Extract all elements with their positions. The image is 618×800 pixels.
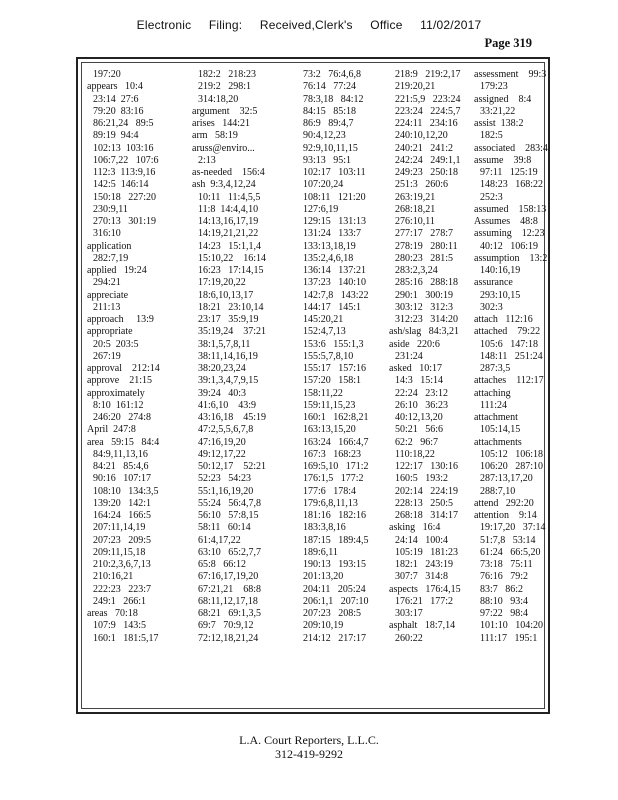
index-entry: application: [87, 240, 132, 252]
index-page-reference: 197:20: [93, 69, 121, 80]
index-page-reference: 176:1,5 177:2: [303, 473, 364, 485]
court-reporter-phone: 312-419-9292: [275, 747, 343, 761]
word-index-box: [76, 57, 550, 714]
index-entry: attend 292:20: [474, 497, 534, 509]
filing-header-received: Received,Clerk's: [259, 18, 353, 32]
index-page-reference: 84:21 85:4,6: [93, 461, 149, 472]
index-page-reference: 35:19,24 37:21: [198, 326, 267, 338]
index-page-reference: 105:12 106:18: [480, 448, 544, 460]
index-page-reference: 105:6 147:18: [480, 338, 539, 350]
index-page-reference: 137:23 140:10: [303, 277, 367, 289]
index-page-reference: 268:18,21: [395, 203, 436, 215]
index-page-reference: 122:17 130:16: [395, 461, 459, 472]
index-page-reference: 177:6 178:4: [303, 485, 357, 497]
index-entry: approximately: [87, 387, 145, 399]
index-entry: asking 16:4: [389, 522, 441, 534]
index-page-reference: 79:20 83:16: [93, 105, 144, 117]
index-entry: associated 283:4: [474, 142, 548, 154]
index-page-reference: 169:5,10 171:2: [303, 461, 369, 472]
index-page-reference: 76:16 79:2: [480, 571, 529, 583]
index-page-reference: 207:11,14,19: [93, 522, 146, 534]
index-page-reference: 189:6,11: [303, 546, 338, 558]
index-page-reference: 107:20,24: [303, 179, 344, 191]
index-entry: ash/slag 84:3,21: [389, 326, 459, 338]
index-page-reference: 158:11,22: [303, 387, 343, 399]
index-page-reference: 155:5,7,8,10: [303, 350, 354, 362]
index-page-reference: 150:18 227:20: [93, 191, 157, 203]
index-page-reference: 39:1,3,4,7,9,15: [198, 375, 259, 387]
page-number: Page 319: [484, 36, 532, 50]
index-page-reference: 307:7 314:8: [395, 571, 449, 583]
index-page-reference: 145:20,21: [303, 314, 344, 325]
index-page-reference: 47:16,19,20: [198, 436, 246, 448]
index-page-reference: 93:13 95:1: [303, 154, 352, 166]
index-page-reference: 155:17 157:16: [303, 363, 367, 374]
index-page-reference: 230:9,11: [93, 203, 128, 215]
index-page-reference: 157:20 158:1: [303, 375, 362, 387]
index-page-reference: 38:11,14,16,19: [198, 350, 258, 362]
index-page-reference: 182:5: [480, 130, 503, 142]
index-page-reference: 222:23 223:7: [93, 583, 152, 595]
index-page-reference: 14:13,16,17,19: [198, 216, 259, 227]
index-page-reference: 90:16 107:17: [93, 473, 152, 485]
index-page-reference: 218:9 219:2,17: [395, 69, 461, 80]
index-page-reference: 15:10,22 16:14: [198, 252, 267, 264]
index-entry: assumption 13:2: [474, 252, 548, 264]
index-page-reference: 84:15 85:18: [303, 105, 357, 117]
index-page-reference: 148:11 251:24: [480, 350, 543, 362]
index-page-reference: 160:1 162:8,21: [303, 412, 369, 423]
index-page-reference: 290:1 300:19: [395, 289, 454, 301]
index-page-reference: 159:11,15,23: [303, 399, 356, 411]
index-page-reference: 223:24 224:5,7: [395, 105, 461, 117]
index-page-reference: 61:4,17,22: [198, 534, 241, 546]
index-page-reference: 139:20 142:1: [93, 497, 152, 509]
index-page-reference: 86:21,24 89:5: [93, 118, 154, 129]
index-page-reference: 276:10,11: [395, 216, 435, 227]
index-page-reference: 278:19 280:11: [395, 240, 458, 252]
index-page-reference: 231:24: [395, 350, 423, 362]
index-page-reference: 97:22 98:4: [480, 608, 529, 619]
index-page-reference: 11:8 14:4,4,10: [198, 203, 259, 215]
index-page-reference: 282:7,19: [93, 252, 129, 264]
index-entry: asphalt 18:7,14: [389, 620, 456, 632]
index-column-3: [297, 69, 387, 709]
index-page-reference: 83:7 86:2: [480, 583, 524, 595]
index-page-reference: 163:24 166:4,7: [303, 436, 369, 448]
index-page-reference: 111:24: [480, 399, 508, 411]
index-page-reference: 55:24 56:4,7,8: [198, 497, 262, 509]
index-page-reference: 240:21 241:2: [395, 142, 454, 154]
page-footer: [0, 733, 618, 761]
index-page-reference: 207:23 209:5: [93, 534, 152, 546]
index-page-reference: 316:10: [93, 228, 121, 240]
index-page-reference: 204:11 205:24: [303, 583, 366, 595]
index-page-reference: 251:3 260:6: [395, 179, 449, 191]
index-page-reference: 41:6,10 43:9: [198, 399, 257, 411]
index-entry: approve 21:15: [87, 375, 152, 387]
index-page-reference: 52:23 54:23: [198, 473, 252, 485]
index-page-reference: 69:7 70:9,12: [198, 620, 254, 632]
index-page-reference: 163:13,15,20: [303, 424, 356, 436]
index-page-reference: 214:12 217:17: [303, 632, 367, 644]
index-entry: assigned 8:4: [474, 93, 532, 105]
index-entry: aruss@enviro...: [192, 142, 255, 154]
index-page-reference: 142:5 146:14: [93, 179, 149, 191]
index-page-reference: 160:5 193:2: [395, 473, 449, 485]
filing-header-date: 11/02/2017: [420, 18, 482, 32]
index-page-reference: 144:17 145:1: [303, 301, 362, 313]
index-page-reference: 51:7,8 53:14: [480, 534, 536, 546]
index-page-reference: 38:1,5,7,8,11: [198, 338, 251, 350]
index-page-reference: 263:19,21: [395, 191, 436, 203]
index-page-reference: 2:13: [198, 154, 216, 166]
index-entry: as-needed 156:4: [192, 167, 265, 178]
index-page-reference: 152:4,7,13: [303, 326, 346, 338]
index-column-1: [87, 69, 177, 709]
filing-header-filing: Filing:: [208, 18, 243, 32]
filing-header-office: Office: [370, 18, 403, 32]
index-page-reference: 140:16,19: [480, 265, 521, 276]
index-page-reference: 246:20 274:8: [93, 412, 152, 423]
index-page-reference: 55:1,16,19,20: [198, 485, 254, 497]
index-entry: assuming 12:23: [474, 228, 545, 240]
index-page-reference: 209:10,19: [303, 620, 344, 632]
index-page-reference: 219:2 298:1: [198, 81, 252, 93]
index-page-reference: 303:12 312:3: [395, 301, 454, 313]
index-page-reference: 249:23 250:18: [395, 167, 459, 178]
index-entry: attaches 112:17: [474, 375, 544, 387]
index-page-reference: 49:12,17,22: [198, 448, 246, 460]
index-column-4: [389, 69, 479, 709]
index-page-reference: 102:17 103:11: [303, 167, 366, 178]
index-page-reference: 23:14 27:6: [93, 93, 139, 105]
index-page-reference: 210:2,3,6,7,13: [93, 559, 151, 570]
index-page-reference: 252:3: [480, 191, 503, 203]
index-page-reference: 179:6,8,11,13: [303, 497, 358, 509]
index-entry: asked 10:17: [389, 363, 443, 374]
index-page-reference: 101:10 104:20: [480, 620, 544, 632]
index-page-reference: 62:2 96:7: [395, 436, 439, 448]
index-page-reference: 294:21: [93, 277, 121, 289]
index-page-reference: 89:19 94:4: [93, 130, 139, 142]
index-page-reference: 221:5,9 223:24: [395, 93, 461, 105]
index-page-reference: 187:15 189:4,5: [303, 534, 369, 546]
index-entry: areas 70:18: [87, 608, 138, 619]
index-page-reference: 107:9 143:5: [93, 620, 147, 632]
index-page-reference: 61:24 66:5,20: [480, 546, 541, 558]
index-entry: area 59:15 84:4: [87, 436, 160, 448]
index-entry: appreciate: [87, 289, 129, 301]
index-page-reference: 224:11 234:16: [395, 118, 458, 129]
court-reporter-name: L.A. Court Reporters, L.L.C.: [239, 733, 379, 747]
index-page-reference: 182:1 243:19: [395, 559, 454, 570]
index-page-reference: 65:8 66:12: [198, 559, 247, 570]
index-page-reference: 18:6,10,13,17: [198, 289, 254, 301]
index-page-reference: 105:19 181:23: [395, 546, 459, 558]
index-page-reference: 242:24 249:1,1: [395, 154, 461, 166]
index-page-reference: 260:22: [395, 632, 423, 644]
index-entry: attention 9:14: [474, 510, 537, 521]
index-page-reference: 267:19: [93, 350, 121, 362]
index-page-reference: 14:3 15:14: [395, 375, 444, 387]
index-page-reference: 105:14,15: [480, 424, 521, 436]
index-page-reference: 288:7,10: [480, 485, 516, 497]
index-page-reference: 133:13,18,19: [303, 240, 356, 252]
index-page-reference: 67:16,17,19,20: [198, 571, 259, 583]
index-column-2: [192, 69, 282, 709]
index-page-reference: 249:1 266:1: [93, 595, 147, 607]
index-page-reference: 129:15 131:13: [303, 216, 367, 227]
index-page-reference: 136:14 137:21: [303, 265, 367, 276]
index-page-reference: 202:14 224:19: [395, 485, 459, 497]
index-page-reference: 210:16,21: [93, 571, 134, 583]
index-page-reference: 39:24 40:3: [198, 387, 247, 399]
index-page-reference: 43:16,18 45:19: [198, 412, 267, 423]
index-entry: assumed 158:13: [474, 203, 547, 215]
index-page-reference: 108:11 121:20: [303, 191, 366, 203]
filing-header-electronic: Electronic: [136, 18, 192, 32]
index-entry: attached 79:22: [474, 326, 541, 338]
index-page-reference: 280:23 281:5: [395, 252, 454, 264]
index-page-reference: 40:12 106:19: [480, 240, 539, 252]
index-page-reference: 88:10 93:4: [480, 595, 529, 607]
index-page-reference: 135:2,4,6,18: [303, 252, 354, 264]
index-page-reference: 40:12,13,20: [395, 412, 443, 423]
index-entry: assist 138:2: [474, 118, 524, 129]
index-entry: arises 144:21: [192, 118, 251, 129]
index-page-reference: 127:6,19: [303, 203, 339, 215]
index-page-reference: 207:23 208:5: [303, 608, 362, 619]
index-page-reference: 106:7,22 107:6: [93, 154, 159, 166]
index-page-reference: 211:13: [93, 301, 121, 313]
index-page-reference: 78:3,18 84:12: [303, 93, 364, 105]
index-entry: argument 32:5: [192, 105, 258, 117]
index-page-reference: 287:3,5: [480, 363, 511, 374]
index-page-reference: 73:18 75:11: [480, 559, 533, 570]
index-page-reference: 153:6 155:1,3: [303, 338, 364, 350]
index-entry: arm 58:19: [192, 130, 238, 142]
index-entry: assurance: [474, 277, 513, 289]
index-page-reference: 302:3: [480, 301, 503, 313]
index-page-reference: 181:16 182:16: [303, 510, 367, 521]
index-page-reference: 76:14 77:24: [303, 81, 357, 93]
index-page-reference: 183:3,8,16: [303, 522, 346, 534]
index-page-reference: 112:3 113:9,16: [93, 167, 156, 178]
index-page-reference: 92:9,10,11,15: [303, 142, 358, 154]
index-page-reference: 73:2 76:4,6,8: [303, 69, 362, 80]
index-page-reference: 148:23 168:22: [480, 179, 544, 191]
index-entry: attachment: [474, 412, 518, 423]
index-page-reference: 86:9 89:4,7: [303, 118, 354, 129]
index-page-reference: 102:13 103:16: [93, 142, 154, 154]
index-page-reference: 50:12,17 52:21: [198, 461, 267, 472]
index-page-reference: 19:17,20 37:14: [480, 522, 546, 534]
index-page-reference: 303:17: [395, 608, 423, 619]
index-page-reference: 17:19,20,22: [198, 277, 246, 289]
index-page-reference: 56:10 57:8,15: [198, 510, 259, 521]
index-page-reference: 228:13 250:5: [395, 497, 454, 509]
index-page-reference: 160:1 181:5,17: [93, 632, 159, 644]
index-entry: assume 39:8: [474, 154, 532, 166]
index-page-reference: 20:5 203:5: [93, 338, 139, 350]
index-page-reference: 38:20,23,24: [198, 363, 246, 374]
index-entry: April 247:8: [87, 424, 136, 436]
index-page-reference: 179:23: [480, 81, 508, 93]
index-page-reference: 50:21 56:6: [395, 424, 444, 436]
index-page-reference: 24:14 100:4: [395, 534, 449, 546]
index-page-reference: 240:10,12,20: [395, 130, 448, 142]
index-page-reference: 26:10 36:23: [395, 399, 449, 411]
index-page-reference: 84:9,11,13,16: [93, 448, 148, 460]
index-page-reference: 219:20,21: [395, 81, 436, 93]
index-page-reference: 206:1,1 207:10: [303, 595, 369, 607]
index-page-reference: 190:13 193:15: [303, 559, 367, 570]
filing-header: [0, 18, 618, 32]
index-page-reference: 58:11 60:14: [198, 522, 251, 534]
index-page-reference: 312:23 314:20: [395, 314, 459, 325]
index-page-reference: 63:10 65:2,7,7: [198, 546, 262, 558]
index-page-reference: 14:23 15:1,1,4: [198, 240, 262, 252]
index-entry: ash 9:3,4,12,24: [192, 179, 256, 191]
index-page-reference: 164:24 166:5: [93, 510, 152, 521]
index-page-reference: 47:2,5,5,6,7,8: [198, 424, 254, 436]
index-page-reference: 72:12,18,21,24: [198, 632, 259, 644]
index-page-reference: 314:18,20: [198, 93, 239, 105]
index-entry: assessment 99:3: [474, 69, 547, 80]
index-page-reference: 268:18 314:17: [395, 510, 459, 521]
index-page-reference: 33:21,22: [480, 105, 516, 117]
index-page-reference: 201:13,20: [303, 571, 344, 583]
index-page-reference: 18:21 23:10,14: [198, 301, 264, 313]
index-page-reference: 176:21 177:2: [395, 595, 454, 607]
index-page-reference: 10:11 11:4,5,5: [198, 191, 261, 203]
index-page-reference: 97:11 125:19: [480, 167, 538, 178]
index-page-reference: 285:16 288:18: [395, 277, 459, 289]
index-entry: approach 13:9: [87, 314, 154, 325]
index-page-reference: 68:11,12,17,18: [198, 595, 258, 607]
index-page-reference: 167:3 168:23: [303, 448, 362, 460]
index-entry: aside 220:6: [389, 338, 440, 350]
index-page-reference: 68:21 69:1,3,5: [198, 608, 262, 619]
index-page-reference: 106:20 287:10: [480, 461, 544, 472]
index-page-reference: 277:17 278:7: [395, 228, 454, 240]
index-page-reference: 283:2,3,24: [395, 265, 438, 276]
index-page-reference: 287:13,17,20: [480, 473, 533, 485]
index-page-reference: 8:10 161:12: [93, 399, 144, 411]
index-page-reference: 209:11,15,18: [93, 546, 146, 558]
index-column-5: [474, 69, 564, 709]
index-entry: appropriate: [87, 326, 133, 338]
index-entry: appears 10:4: [87, 81, 143, 93]
index-entry: applied 19:24: [87, 265, 147, 276]
index-page-reference: 67:21,21 68:8: [198, 583, 262, 595]
index-entry: Assumes 48:8: [474, 216, 538, 227]
index-page-reference: 110:18,22: [395, 448, 435, 460]
index-page-reference: 14:19,21,21,22: [198, 228, 259, 240]
index-page-reference: 90:4,12,23: [303, 130, 346, 142]
index-page-reference: 142:7,8 143:22: [303, 289, 369, 301]
index-entry: attachments: [474, 436, 522, 448]
index-entry: aspects 176:4,15: [389, 583, 461, 595]
word-index-inner-border: [81, 62, 548, 709]
index-page-reference: 293:10,15: [480, 289, 521, 301]
index-page-reference: 108:10 134:3,5: [93, 485, 159, 497]
index-page-reference: 131:24 133:7: [303, 228, 362, 240]
index-page-reference: 16:23 17:14,15: [198, 265, 264, 276]
index-page-reference: 111:17 195:1: [480, 632, 538, 644]
index-page-reference: 182:2 218:23: [198, 69, 257, 80]
index-page-reference: 270:13 301:19: [93, 216, 157, 227]
index-page-reference: 23:17 35:9,19: [198, 314, 259, 325]
index-entry: attaching: [474, 387, 511, 399]
index-entry: attach 112:16: [474, 314, 533, 325]
index-entry: approval 212:14: [87, 363, 160, 374]
index-page-reference: 22:24 23:12: [395, 387, 449, 399]
